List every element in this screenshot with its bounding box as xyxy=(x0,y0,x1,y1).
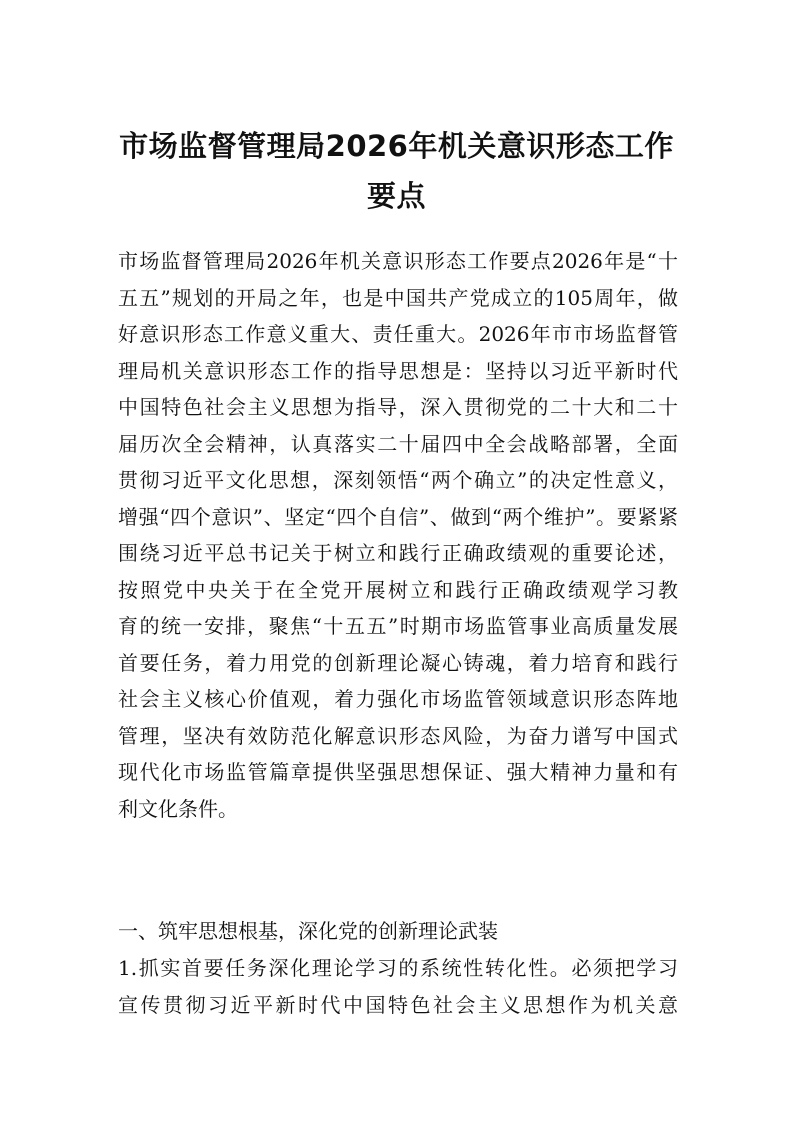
document-title-line-2: 要点 xyxy=(366,179,426,213)
document-title-line-1: 市场监督管理局2026年机关意识形态工作 xyxy=(119,129,674,163)
paragraph-line: 利文化条件。 xyxy=(118,796,238,821)
paragraph-line: 市场监督管理局2026年机关意识形态工作要点2026年是“十 xyxy=(118,249,678,273)
paragraph-line: 贯彻习近平文化思想，深刻领悟“两个确立”的决定性意义， xyxy=(118,468,678,492)
paragraph-line: 中国特色社会主义思想为指导，深入贯彻党的二十大和二十 xyxy=(118,395,678,419)
paragraph-line: 现代化市场监管篇章提供坚强思想保证、强大精神力量和有 xyxy=(118,760,678,784)
paragraph-line: 五五”规划的开局之年，也是中国共产党成立的105周年，做 xyxy=(118,285,678,310)
paragraph-intro xyxy=(118,243,678,827)
paragraph-line: 管理，坚决有效防范化解意识形态风险，为奋力谱写中国式 xyxy=(118,723,678,748)
paragraph-line: 社会主义核心价值观，着力强化市场监管领域意识形态阵地 xyxy=(118,687,678,711)
paragraph-line: 届历次全会精神，认真落实二十届四中全会战略部署，全面 xyxy=(118,431,678,456)
paragraph-section-1 xyxy=(118,950,678,1023)
section-heading-1 xyxy=(118,913,678,950)
paragraph-line: 宣传贯彻习近平新时代中国特色社会主义思想作为机关意 xyxy=(118,992,678,1017)
paragraph-line: 1.抓实首要任务深化理论学习的系统性转化性。必须把学习 xyxy=(118,956,678,980)
paragraph-line: 好意识形态工作意义重大、责任重大。2026年市市场监督管 xyxy=(118,322,678,346)
paragraph-line: 增强“四个意识”、坚定“四个自信”、做到“两个维护”。要紧紧 xyxy=(118,504,678,529)
paragraph-line: 围绕习近平总书记关于树立和践行正确政绩观的重要论述， xyxy=(118,541,678,565)
paragraph-line: 按照党中央关于在全党开展树立和践行正确政绩观学习教 xyxy=(118,577,678,602)
section-heading-text: 一、筑牢思想根基，深化党的创新理论武装 xyxy=(118,919,498,943)
paragraph-line: 理局机关意识形态工作的指导思想是：坚持以习近平新时代 xyxy=(118,358,678,383)
paragraph-line: 首要任务，着力用党的创新理论凝心铸魂，着力培育和践行 xyxy=(118,650,678,675)
paragraph-line: 育的统一安排，聚焦“十五五”时期市场监管事业高质量发展 xyxy=(118,614,678,638)
